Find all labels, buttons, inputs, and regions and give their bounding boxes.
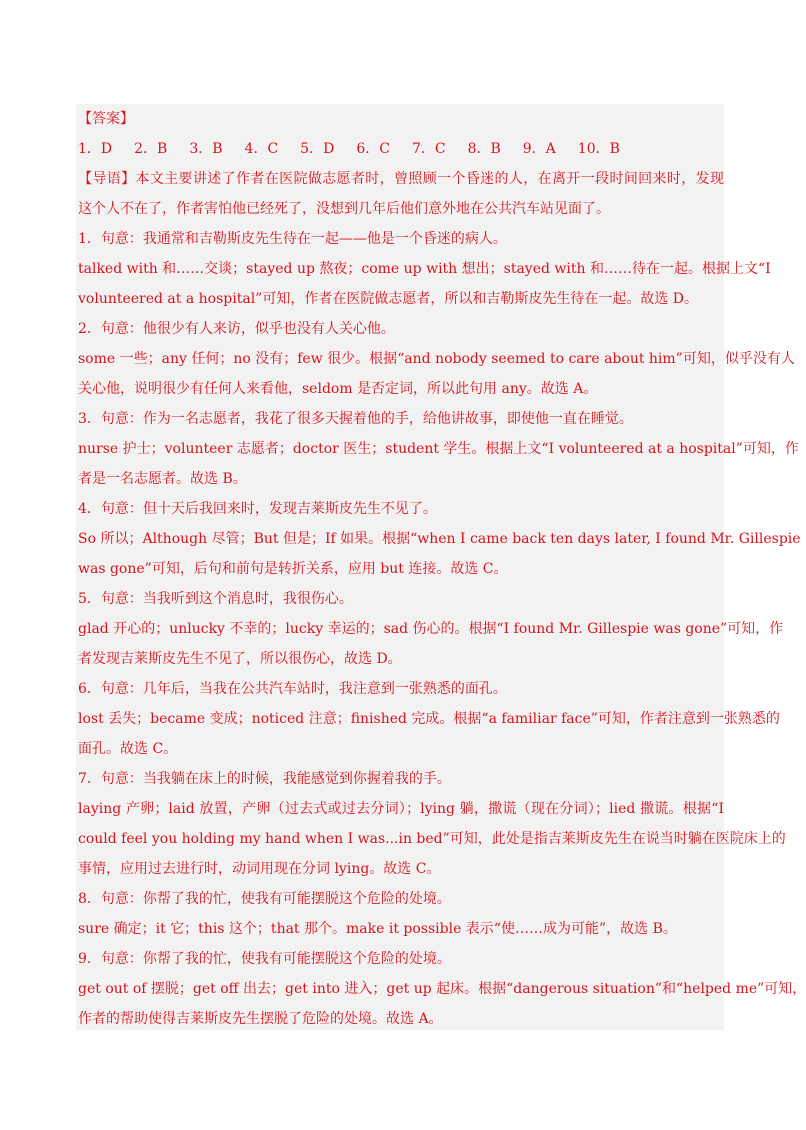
item-4-explanation: So 所以；Although 尽管；But 但是；If 如果。根据“when I came back ten days later, I found Mr. Gillespie [78,531,801,547]
item-9-explanation: get out of 摆脱；get off 出去；get into 进入；get up 起床。根据“dangerous situation”和“helped me”可知， [78,981,806,997]
item-2-explanation: some 一些；any 任何；no 没有；few 很少。根据“and nobody seemed to care about him”可知，似乎没有人 [78,351,795,367]
item-5-explanation: 者发现吉莱斯皮先生不见了，所以很伤心，故选 D。 [78,651,402,667]
item-6-explanation: lost 丢失；became 变成；noticed 注意；finished 完成。根据“a familiar face”可知，作者注意到一张熟悉的 [78,711,780,727]
answer-4: 4．C [244,141,279,157]
item-6-sentence: 6．句意：几年后，当我在公共汽车站时，我注意到一张熟悉的面孔。 [78,681,507,697]
guide-line: 【导语】本文主要讲述了作者在医院做志愿者时，曾照顾一个昏迷的人，在离开一段时间回来时，发现 [78,171,724,187]
item-7-sentence: 7．句意：当我躺在床上的时候，我能感觉到你握着我的手。 [78,771,451,787]
answer-9: 9．A [522,141,556,157]
answer-6: 6．C [356,141,390,157]
item-1-explanation: volunteered at a hospital”可知，作者在医院做志愿者，所以和吉勒斯皮先生待在一起。故选 D。 [78,291,699,307]
item-9-explanation: 作者的帮助使得吉莱斯皮先生摆脱了危险的处境。故选 A。 [78,1011,443,1027]
item-1-explanation: talked with 和……交谈；stayed up 熬夜；come up with 想出；stayed with 和……待在一起。根据上文“I [78,261,771,277]
item-6-explanation: 面孔。故选 C。 [78,741,178,757]
item-7-explanation: laying 产卵；laid 放置，产卵（过去式或过去分词）；lying 躺，撒谎（现在分词）；lied 撒谎。根据“I [78,801,724,817]
answer-2: 2．B [134,141,168,157]
item-4-sentence: 4．句意：但十天后我回来时，发现吉莱斯皮先生不见了。 [78,501,437,517]
item-5-sentence: 5．句意：当我听到这个消息时，我很伤心。 [78,591,353,607]
answer-header: 【答案】 [78,111,134,127]
answer-8: 8．B [467,141,501,157]
item-7-explanation: 事情，应用过去进行时，动词用现在分词 lying。故选 C。 [78,861,441,877]
item-8-explanation: sure 确定；it 它；this 这个；that 那个。make it possible 表示“使……成为可能”，故选 B。 [78,921,677,937]
answer-10: 10．B [577,141,620,157]
item-2-explanation: 关心他，说明很少有任何人来看他，seldom 是否定词，所以此句用 any。故选 A。 [78,381,598,397]
item-5-explanation: glad 开心的；unlucky 不幸的；lucky 幸运的；sad 伤心的。根据“I found Mr. Gillespie was gone”可知，作 [78,621,784,637]
item-8-sentence: 8．句意：你帮了我的忙，使我有可能摆脱这个危险的处境。 [78,891,451,907]
item-3-explanation: nurse 护士；volunteer 志愿者；doctor 医生；student 学生。根据上文“I volunteered at a hospital”可知，作 [78,441,799,457]
answer-key [78,134,724,164]
item-7-explanation: could feel you holding my hand when I was...in bed”可知，此处是指吉莱斯皮先生在说当时躺在医院床上的 [78,831,786,847]
answer-1: 1．D [78,141,113,157]
item-2-sentence: 2．句意：他很少有人来访，似乎也没有人关心他。 [78,321,395,337]
item-3-explanation: 者是一名志愿者。故选 B。 [78,471,247,487]
item-4-explanation: was gone”可知，后句和前句是转折关系，应用 but 连接。故选 C。 [78,561,508,577]
answer-5: 5．D [300,141,335,157]
item-3-sentence: 3．句意：作为一名志愿者，我花了很多天握着他的手，给他讲故事，即使他一直在睡觉。 [78,411,633,427]
item-9-sentence: 9．句意：你帮了我的忙，使我有可能摆脱这个危险的处境。 [78,951,451,967]
guide-line: 这个人不在了，作者害怕他已经死了，没想到几年后他们意外地在公共汽车站见面了。 [78,201,610,217]
item-1-sentence: 1．句意：我通常和吉勒斯皮先生待在一起——他是一个昏迷的病人。 [78,231,507,247]
answer-7: 7．C [411,141,446,157]
answer-3: 3．B [189,141,223,157]
